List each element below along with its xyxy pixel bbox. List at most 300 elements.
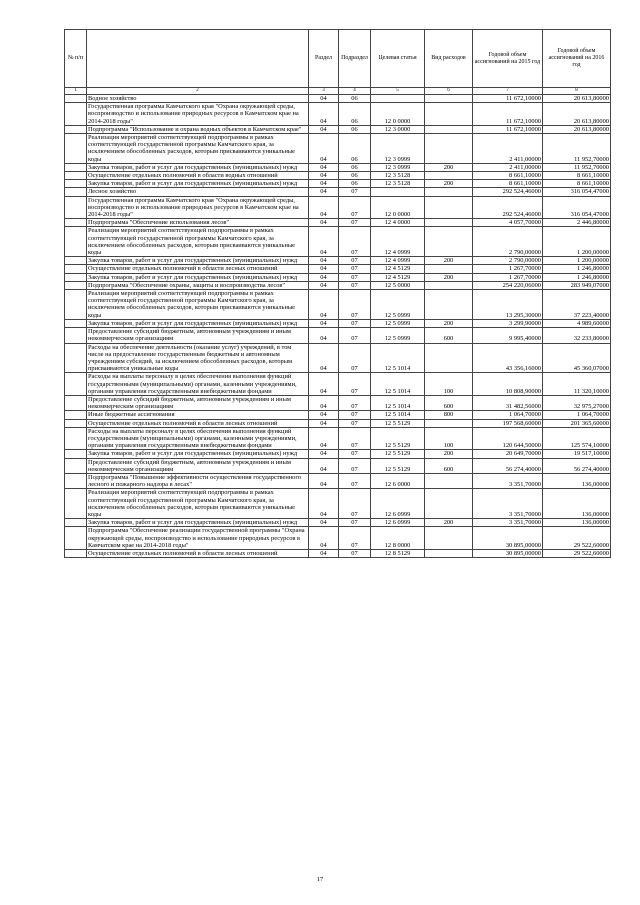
amount-2016-cell: 1 246,80000 <box>543 273 611 281</box>
razdel-cell: 04 <box>309 290 339 320</box>
amount-2015-cell: 11 672,10000 <box>473 125 543 133</box>
table-row <box>65 373 611 396</box>
target-article-cell: 12 5 0999 <box>371 290 425 320</box>
razdel-cell: 04 <box>309 549 339 557</box>
amount-2015-cell: 8 661,10000 <box>473 172 543 180</box>
amount-2016-cell: 20 613,80000 <box>543 103 611 126</box>
podrazdel-cell: 07 <box>339 489 371 519</box>
podrazdel-cell: 07 <box>339 373 371 396</box>
expense-type-cell <box>425 489 473 519</box>
amount-2016-cell: 8 661,10000 <box>543 172 611 180</box>
amount-2015-cell: 4 057,70000 <box>473 219 543 227</box>
expense-name-cell: Реализация мероприятий соответствующей подпрограммы в рамках соответствующей государственной программы Камчатского края, за исключением обособленных расходов, которым присваиваются уникальные коды <box>87 134 309 164</box>
expense-name-cell: Иные бюджетные ассигнования <box>87 411 309 419</box>
amount-2016-cell: 4 989,60000 <box>543 319 611 327</box>
target-article-cell: 12 6 0999 <box>371 489 425 519</box>
podrazdel-cell: 07 <box>339 290 371 320</box>
expense-type-cell <box>425 196 473 219</box>
target-article-cell: 12 3 0999 <box>371 134 425 164</box>
expense-type-cell: 200 <box>425 450 473 458</box>
amount-2016-cell: 1 064,70000 <box>543 411 611 419</box>
table-row <box>65 290 611 320</box>
amount-2016-cell: 283 949,07000 <box>543 281 611 289</box>
amount-2016-cell: 32 233,80000 <box>543 328 611 343</box>
razdel-cell: 04 <box>309 180 339 188</box>
target-article-cell: 12 3 5128 <box>371 172 425 180</box>
table-row <box>65 180 611 188</box>
target-article-cell: 12 5 1014 <box>371 395 425 410</box>
column-number: 4 <box>339 88 371 95</box>
expense-name-cell: Осуществление отдельных полномочий в области водных отношений <box>87 172 309 180</box>
table-row <box>65 265 611 273</box>
razdel-cell: 04 <box>309 134 339 164</box>
amount-2015-cell: 254 220,06000 <box>473 281 543 289</box>
amount-2016-cell: 201 365,60000 <box>543 419 611 427</box>
podrazdel-cell: 06 <box>339 103 371 126</box>
expense-name-cell: Осуществление отдельных полномочий в области лесных отношений <box>87 549 309 557</box>
amount-2015-cell: 2 790,00000 <box>473 257 543 265</box>
header-razdel: Раздел <box>309 30 339 88</box>
amount-2016-cell: 29 522,60000 <box>543 527 611 550</box>
expense-name-cell: Подпрограмма "Обеспечение реализации государственной программы "Охрана окружающей среды, воспроизводство и использование природных ресурсов в Камчатском крае на 2014-2018 годы" <box>87 527 309 550</box>
amount-2015-cell: 1 064,70000 <box>473 411 543 419</box>
amount-2016-cell: 1 200,00000 <box>543 227 611 257</box>
amount-2016-cell: 136,00000 <box>543 489 611 519</box>
row-number-cell <box>65 527 87 550</box>
expense-type-cell <box>425 188 473 196</box>
table-row <box>65 257 611 265</box>
table-row <box>65 103 611 126</box>
amount-2016-cell: 136,00000 <box>543 519 611 527</box>
target-article-cell: 12 5 1014 <box>371 373 425 396</box>
podrazdel-cell: 07 <box>339 411 371 419</box>
razdel-cell: 04 <box>309 265 339 273</box>
target-article-cell: 12 6 0000 <box>371 473 425 488</box>
column-number: 1 <box>65 88 87 95</box>
amount-2015-cell: 43 356,16000 <box>473 343 543 373</box>
table-row <box>65 125 611 133</box>
amount-2016-cell: 316 054,47000 <box>543 188 611 196</box>
expense-type-cell: 600 <box>425 395 473 410</box>
podrazdel-cell: 07 <box>339 343 371 373</box>
row-number-cell <box>65 419 87 427</box>
expense-name-cell: Реализация мероприятий соответствующей подпрограммы в рамках соответствующей государственной программы Камчатского края, за исключением обособленных расходов, которым присваиваются уникальные коды <box>87 227 309 257</box>
header-2016: Годовой объем ассигнований на 2016 год <box>543 30 611 88</box>
expense-name-cell: Осуществление отдельных полномочий в области лесных отношений <box>87 419 309 427</box>
podrazdel-cell: 07 <box>339 450 371 458</box>
row-number-cell <box>65 395 87 410</box>
table-body <box>65 95 611 558</box>
expense-name-cell: Подпрограмма "Использование и охрана водных объектов в Камчатском крае" <box>87 125 309 133</box>
row-number-cell <box>65 265 87 273</box>
expense-type-cell: 200 <box>425 319 473 327</box>
expense-type-cell <box>425 290 473 320</box>
amount-2015-cell: 1 267,70000 <box>473 265 543 273</box>
target-article-cell: 12 4 0999 <box>371 227 425 257</box>
expense-name-cell: Закупка товаров, работ и услуг для государственных (муниципальных) нужд <box>87 180 309 188</box>
podrazdel-cell: 07 <box>339 265 371 273</box>
razdel-cell: 04 <box>309 473 339 488</box>
table-row <box>65 319 611 327</box>
podrazdel-cell: 06 <box>339 163 371 171</box>
row-number-cell <box>65 343 87 373</box>
row-number-cell <box>65 328 87 343</box>
expense-name-cell: Осуществление отдельных полномочий в области лесных отношений <box>87 265 309 273</box>
expense-name-cell: Расходы на обеспечение деятельности (оказание услуг) учреждений, в том числе на предоставление государственным бюджетным и автономным учреждениям субсидий, за исключением обособленных расходов, которым присваиваются уникальные коды <box>87 343 309 373</box>
header-podrazdel: Подраздел <box>339 30 371 88</box>
amount-2016-cell: 1 246,80000 <box>543 265 611 273</box>
table-row <box>65 163 611 171</box>
target-article-cell <box>371 188 425 196</box>
amount-2016-cell: 45 360,07000 <box>543 343 611 373</box>
podrazdel-cell: 07 <box>339 257 371 265</box>
expense-name-cell: Государственная программа Камчатского края "Охрана окружающей среды, воспроизводство и использование природных ресурсов в Камчатском крае на 2014-2018 годы" <box>87 103 309 126</box>
expense-type-cell <box>425 265 473 273</box>
target-article-cell: 12 4 0999 <box>371 257 425 265</box>
expense-type-cell <box>425 172 473 180</box>
expense-name-cell: Закупка товаров, работ и услуг для государственных (муниципальных) нужд <box>87 163 309 171</box>
expense-type-cell: 800 <box>425 411 473 419</box>
expense-type-cell <box>425 549 473 557</box>
table-row <box>65 273 611 281</box>
table-row <box>65 549 611 557</box>
podrazdel-cell: 07 <box>339 281 371 289</box>
header-vr: Вид расходов <box>425 30 473 88</box>
podrazdel-cell: 07 <box>339 473 371 488</box>
razdel-cell: 04 <box>309 395 339 410</box>
podrazdel-cell: 06 <box>339 134 371 164</box>
expense-type-cell <box>425 134 473 164</box>
target-article-cell: 12 3 0999 <box>371 163 425 171</box>
expense-type-cell: 100 <box>425 427 473 450</box>
table-row <box>65 95 611 103</box>
podrazdel-cell: 07 <box>339 196 371 219</box>
expense-name-cell: Расходы на выплаты персоналу в целях обеспечения выполнения функций государственными (муниципальными) органами, казенными учреждениями, органами управления государственными внебюджетными фондами <box>87 427 309 450</box>
razdel-cell: 04 <box>309 419 339 427</box>
podrazdel-cell: 07 <box>339 219 371 227</box>
amount-2015-cell: 11 672,10000 <box>473 103 543 126</box>
amount-2016-cell: 136,00000 <box>543 473 611 488</box>
target-article-cell: 12 3 0000 <box>371 125 425 133</box>
amount-2016-cell: 11 320,10000 <box>543 373 611 396</box>
row-number-cell <box>65 458 87 473</box>
row-number-cell <box>65 450 87 458</box>
podrazdel-cell: 06 <box>339 180 371 188</box>
razdel-cell: 04 <box>309 319 339 327</box>
row-number-cell <box>65 172 87 180</box>
target-article-cell: 12 5 5129 <box>371 419 425 427</box>
amount-2015-cell: 292 524,46000 <box>473 196 543 219</box>
amount-2016-cell: 8 661,10000 <box>543 180 611 188</box>
table-row <box>65 427 611 450</box>
expense-type-cell <box>425 95 473 103</box>
expense-name-cell: Закупка товаров, работ и услуг для государственных (муниципальных) нужд <box>87 519 309 527</box>
row-number-cell <box>65 427 87 450</box>
column-number: 5 <box>371 88 425 95</box>
amount-2015-cell: 292 524,46000 <box>473 188 543 196</box>
amount-2015-cell: 3 351,70000 <box>473 473 543 488</box>
target-article-cell: 12 8 0000 <box>371 527 425 550</box>
table-row <box>65 489 611 519</box>
amount-2015-cell: 31 482,56000 <box>473 395 543 410</box>
expense-type-cell <box>425 281 473 289</box>
expense-name-cell: Подпрограмма "Повышение эффективности осуществления государственного лесного и пожарного надзора в лесах" <box>87 473 309 488</box>
table-row <box>65 219 611 227</box>
amount-2015-cell: 13 295,30000 <box>473 290 543 320</box>
column-number: 8 <box>543 88 611 95</box>
table-row <box>65 328 611 343</box>
podrazdel-cell: 07 <box>339 188 371 196</box>
header-csr: Целевая статья <box>371 30 425 88</box>
amount-2015-cell: 3 351,70000 <box>473 489 543 519</box>
razdel-cell: 04 <box>309 196 339 219</box>
expense-type-cell: 600 <box>425 458 473 473</box>
amount-2016-cell: 316 054,47000 <box>543 196 611 219</box>
amount-2015-cell: 9 995,40000 <box>473 328 543 343</box>
target-article-cell: 12 5 5129 <box>371 458 425 473</box>
target-article-cell <box>371 95 425 103</box>
row-number-cell <box>65 180 87 188</box>
podrazdel-cell: 07 <box>339 273 371 281</box>
razdel-cell: 04 <box>309 163 339 171</box>
row-number-cell <box>65 196 87 219</box>
target-article-cell: 12 0 0000 <box>371 103 425 126</box>
amount-2016-cell: 20 613,80000 <box>543 125 611 133</box>
column-number: 7 <box>473 88 543 95</box>
razdel-cell: 04 <box>309 281 339 289</box>
expense-name-cell: Закупка товаров, работ и услуг для государственных (муниципальных) нужд <box>87 257 309 265</box>
amount-2016-cell: 1 200,00000 <box>543 257 611 265</box>
amount-2015-cell: 30 895,00000 <box>473 527 543 550</box>
expense-type-cell <box>425 473 473 488</box>
row-number-cell <box>65 411 87 419</box>
target-article-cell: 12 3 5128 <box>371 180 425 188</box>
expense-type-cell <box>425 343 473 373</box>
podrazdel-cell: 07 <box>339 395 371 410</box>
target-article-cell: 12 5 0000 <box>371 281 425 289</box>
row-number-cell <box>65 227 87 257</box>
amount-2015-cell: 20 649,70000 <box>473 450 543 458</box>
razdel-cell: 04 <box>309 343 339 373</box>
table-row <box>65 411 611 419</box>
podrazdel-cell: 07 <box>339 549 371 557</box>
expense-type-cell: 600 <box>425 328 473 343</box>
expense-name-cell: Реализация мероприятий соответствующей подпрограммы в рамках соответствующей государственной программы Камчатского края, за исключением обособленных расходов, которым присваиваются уникальные коды <box>87 489 309 519</box>
amount-2015-cell: 8 661,10000 <box>473 180 543 188</box>
podrazdel-cell: 07 <box>339 319 371 327</box>
razdel-cell: 04 <box>309 328 339 343</box>
amount-2015-cell: 10 808,90000 <box>473 373 543 396</box>
amount-2016-cell: 56 274,40000 <box>543 458 611 473</box>
expense-type-cell <box>425 227 473 257</box>
expense-name-cell: Закупка товаров, работ и услуг для государственных (муниципальных) нужд <box>87 319 309 327</box>
expense-name-cell: Предоставление субсидий бюджетным, автономным учреждениям и иным некоммерческим организациям <box>87 395 309 410</box>
row-number-cell <box>65 473 87 488</box>
podrazdel-cell: 06 <box>339 95 371 103</box>
expense-type-cell: 100 <box>425 373 473 396</box>
amount-2015-cell: 1 267,70000 <box>473 273 543 281</box>
target-article-cell: 12 5 0999 <box>371 319 425 327</box>
table-row <box>65 343 611 373</box>
target-article-cell: 12 4 5129 <box>371 265 425 273</box>
table-row <box>65 458 611 473</box>
amount-2016-cell: 11 952,70000 <box>543 134 611 164</box>
amount-2016-cell: 2 446,80000 <box>543 219 611 227</box>
row-number-cell <box>65 95 87 103</box>
amount-2015-cell: 56 274,40000 <box>473 458 543 473</box>
podrazdel-cell: 07 <box>339 227 371 257</box>
row-number-cell <box>65 519 87 527</box>
razdel-cell: 04 <box>309 219 339 227</box>
amount-2015-cell: 3 299,90000 <box>473 319 543 327</box>
expense-name-cell: Закупка товаров, работ и услуг для государственных (муниципальных) нужд <box>87 273 309 281</box>
table-row <box>65 395 611 410</box>
expense-type-cell <box>425 125 473 133</box>
razdel-cell: 04 <box>309 373 339 396</box>
podrazdel-cell: 06 <box>339 172 371 180</box>
target-article-cell: 12 5 1014 <box>371 411 425 419</box>
header-2015: Годовой объем ассигнований на 2015 год <box>473 30 543 88</box>
row-number-cell <box>65 125 87 133</box>
amount-2015-cell: 2 411,00000 <box>473 163 543 171</box>
razdel-cell: 04 <box>309 458 339 473</box>
row-number-cell <box>65 281 87 289</box>
razdel-cell: 04 <box>309 427 339 450</box>
row-number-cell <box>65 134 87 164</box>
table-row <box>65 473 611 488</box>
expense-type-cell: 200 <box>425 257 473 265</box>
target-article-cell: 12 8 5129 <box>371 549 425 557</box>
expense-type-cell <box>425 103 473 126</box>
table-row <box>65 188 611 196</box>
podrazdel-cell: 07 <box>339 328 371 343</box>
column-number: 2 <box>87 88 309 95</box>
podrazdel-cell: 07 <box>339 527 371 550</box>
amount-2015-cell: 2 411,00000 <box>473 134 543 164</box>
expense-name-cell: Подпрограмма "Обеспечение использования лесов" <box>87 219 309 227</box>
amount-2015-cell: 120 644,50000 <box>473 427 543 450</box>
razdel-cell: 04 <box>309 172 339 180</box>
expense-type-cell <box>425 419 473 427</box>
row-number-cell <box>65 103 87 126</box>
expense-name-cell: Закупка товаров, работ и услуг для государственных (муниципальных) нужд <box>87 450 309 458</box>
podrazdel-cell: 07 <box>339 427 371 450</box>
amount-2016-cell: 37 223,40000 <box>543 290 611 320</box>
column-number: 6 <box>425 88 473 95</box>
expense-type-cell <box>425 219 473 227</box>
row-number-cell <box>65 373 87 396</box>
razdel-cell: 04 <box>309 125 339 133</box>
razdel-cell: 04 <box>309 527 339 550</box>
row-number-cell <box>65 319 87 327</box>
table-row <box>65 227 611 257</box>
table-row <box>65 527 611 550</box>
table-row <box>65 196 611 219</box>
expense-name-cell: Расходы на выплаты персоналу в целях обеспечения выполнения функций государственными (муниципальными) органами, казенными учреждениями, органами управления государственными внебюджетными фондами <box>87 373 309 396</box>
razdel-cell: 04 <box>309 188 339 196</box>
amount-2016-cell: 29 522,60000 <box>543 549 611 557</box>
target-article-cell: 12 5 1014 <box>371 343 425 373</box>
expense-type-cell: 200 <box>425 180 473 188</box>
table-header-row <box>65 30 611 88</box>
amount-2015-cell: 11 672,10000 <box>473 95 543 103</box>
podrazdel-cell: 07 <box>339 419 371 427</box>
column-number: 3 <box>309 88 339 95</box>
podrazdel-cell: 07 <box>339 519 371 527</box>
row-number-cell <box>65 163 87 171</box>
expense-name-cell: Реализация мероприятий соответствующей подпрограммы в рамках соответствующей государственной программы Камчатского края, за исключением обособленных расходов, которым присваиваются уникальные коды <box>87 290 309 320</box>
podrazdel-cell: 07 <box>339 458 371 473</box>
table-row <box>65 281 611 289</box>
target-article-cell: 12 4 5129 <box>371 273 425 281</box>
amount-2016-cell: 32 975,27000 <box>543 395 611 410</box>
page-number: 17 <box>316 876 324 883</box>
header-name <box>87 30 309 88</box>
row-number-cell <box>65 549 87 557</box>
target-article-cell: 12 5 0999 <box>371 328 425 343</box>
amount-2015-cell: 3 351,70000 <box>473 519 543 527</box>
razdel-cell: 04 <box>309 489 339 519</box>
razdel-cell: 04 <box>309 273 339 281</box>
row-number-cell <box>65 273 87 281</box>
razdel-cell: 04 <box>309 450 339 458</box>
amount-2015-cell: 2 790,00000 <box>473 227 543 257</box>
razdel-cell: 04 <box>309 227 339 257</box>
target-article-cell: 12 5 5129 <box>371 427 425 450</box>
table-row <box>65 450 611 458</box>
table-row <box>65 519 611 527</box>
table-row <box>65 134 611 164</box>
row-number-cell <box>65 188 87 196</box>
expense-type-cell: 200 <box>425 163 473 171</box>
table-row <box>65 419 611 427</box>
razdel-cell: 04 <box>309 95 339 103</box>
expense-name-cell: Подпрограмма "Обеспечение охраны, защиты и воспроизводства лесов" <box>87 281 309 289</box>
amount-2016-cell: 19 517,10000 <box>543 450 611 458</box>
amount-2016-cell: 11 952,70000 <box>543 163 611 171</box>
expense-name-cell: Водное хозяйство <box>87 95 309 103</box>
budget-table <box>64 29 611 558</box>
table-row <box>65 172 611 180</box>
row-number-cell <box>65 219 87 227</box>
target-article-cell: 12 6 0999 <box>371 519 425 527</box>
expense-type-cell <box>425 527 473 550</box>
razdel-cell: 04 <box>309 257 339 265</box>
amount-2015-cell: 30 895,00000 <box>473 549 543 557</box>
amount-2016-cell: 20 613,80000 <box>543 95 611 103</box>
expense-type-cell: 200 <box>425 273 473 281</box>
amount-2015-cell: 197 568,60000 <box>473 419 543 427</box>
column-number-row <box>65 88 611 95</box>
razdel-cell: 04 <box>309 103 339 126</box>
expense-name-cell: Лесное хозяйство <box>87 188 309 196</box>
header-num: № п/п <box>65 30 87 88</box>
target-article-cell: 12 0 0000 <box>371 196 425 219</box>
expense-name-cell: Государственная программа Камчатского края "Охрана окружающей среды, воспроизводство и использование природных ресурсов в Камчатском крае на 2014-2018 годы" <box>87 196 309 219</box>
expense-type-cell: 200 <box>425 519 473 527</box>
expense-name-cell: Предоставление субсидий бюджетным, автономным учреждениям и иным некоммерческим организациям <box>87 328 309 343</box>
razdel-cell: 04 <box>309 411 339 419</box>
razdel-cell: 04 <box>309 519 339 527</box>
target-article-cell: 12 5 5129 <box>371 450 425 458</box>
row-number-cell <box>65 489 87 519</box>
target-article-cell: 12 4 0000 <box>371 219 425 227</box>
row-number-cell <box>65 257 87 265</box>
amount-2016-cell: 125 574,10000 <box>543 427 611 450</box>
row-number-cell <box>65 290 87 320</box>
expense-name-cell: Предоставление субсидий бюджетным, автономным учреждениям и иным некоммерческим организациям <box>87 458 309 473</box>
podrazdel-cell: 06 <box>339 125 371 133</box>
